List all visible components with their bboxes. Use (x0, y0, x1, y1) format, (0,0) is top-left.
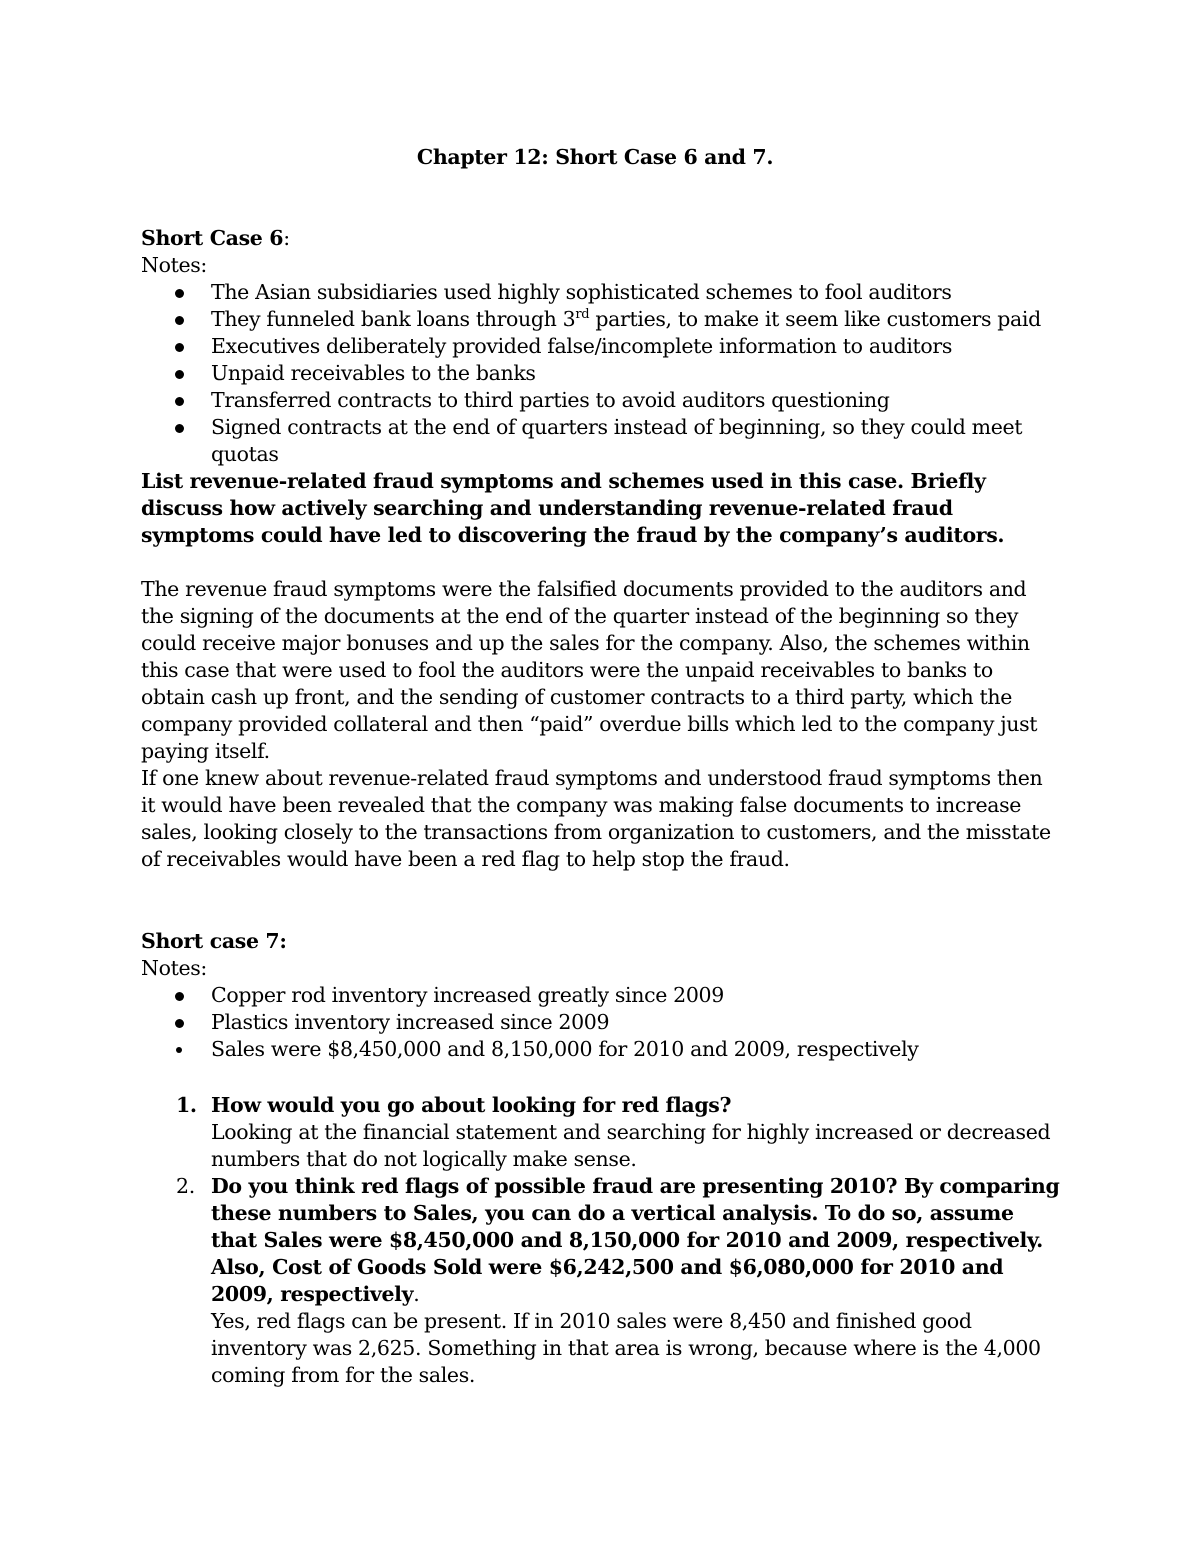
case6-notes-label: Notes: (141, 253, 207, 277)
case6-note-3: Executives deliberately provided false/incomplete information to auditors (211, 334, 953, 358)
list-item (141, 279, 1061, 306)
case6-notes-list (141, 279, 1061, 468)
list-item (141, 1092, 1061, 1173)
list-item (141, 982, 1061, 1009)
bullet-icon (175, 370, 184, 379)
case6-section (141, 225, 1061, 468)
list-item (141, 414, 1061, 468)
question-number: 2. (176, 1174, 195, 1198)
case6-answer-paragraph-2: If one knew about revenue-related fraud symptoms and understood fraud symptoms then it would have been revealed that the company was making false documents to increase sales, looking closely to the transactions from organization to customers, and the misstate of receivables would have been a red flag to help stop the fraud. (141, 766, 1051, 871)
bullet-icon (175, 343, 184, 352)
case7-note-3: Sales were $8,450,000 and 8,150,000 for 2010 and 2009, respectively (211, 1037, 919, 1061)
case7-questions (141, 1092, 1061, 1389)
list-item (141, 1173, 1061, 1389)
case7-answer-1: Looking at the financial statement and searching for highly increased or decreased numbers that do not logically make sense. (211, 1120, 1051, 1171)
case7-question-2: Do you think red flags of possible fraud are presenting 2010? By comparing these numbers to Sales, you can do a vertical analysis. To do so, assume that Sales were $8,450,000 and 8,150,000 for 2010 and 2009, respectively. Also, Cost of Goods Sold were $6,242,500 and $6,080,000 for 2010 and 2009, respectively (211, 1174, 1060, 1306)
case6-heading (141, 225, 1061, 252)
case7-question-2-block (211, 1173, 1061, 1308)
list-item (141, 1036, 1061, 1063)
bullet-icon (175, 1019, 184, 1028)
bullet-icon (175, 316, 184, 325)
case6-heading-text: Short Case 6 (141, 226, 284, 250)
case6-question: List revenue-related fraud symptoms and schemes used in this case. Briefly discuss how actively searching and understanding revenue-related fraud symptoms could have led to discovering the fraud by the company’s auditors. (141, 469, 1005, 547)
case6-answer-paragraph-1: The revenue fraud symptoms were the falsified documents provided to the auditors and the signing of the documents at the end of the quarter instead of the beginning so they could receive major bonuses and up the sales for the company. Also, the schemes within this case that were used to fool the auditors were the unpaid receivables to banks to obtain cash up front, and the sending of customer contracts to a third party, which the company provided collateral and then “paid” overdue bills which led to the company just paying itself. (141, 577, 1038, 763)
case6-note-6: Signed contracts at the end of quarters instead of beginning, so they could meet quotas (211, 415, 1023, 466)
case7-section (141, 928, 1061, 1063)
case7-note-2: Plastics inventory increased since 2009 (211, 1010, 610, 1034)
case6-note-2-superscript: rd (575, 307, 590, 322)
case7-question-1: How would you go about looking for red flags? (211, 1093, 732, 1117)
case7-answer-2: Yes, red flags can be present. If in 2010 sales were 8,450 and finished good inventory was 2,625. Something in that area is wrong, because where is the 4,000 coming from for the sales. (211, 1309, 1041, 1387)
case6-note-2-rest: parties, to make it seem like customers paid (589, 307, 1041, 331)
case6-note-4: Unpaid receivables to the banks (211, 361, 536, 385)
bullet-icon (175, 992, 184, 1001)
case7-notes-list (141, 982, 1061, 1063)
list-item (141, 1009, 1061, 1036)
bullet-icon (175, 289, 184, 298)
case6-heading-colon: : (283, 226, 290, 250)
list-item (141, 306, 1061, 333)
bullet-icon (176, 1047, 182, 1053)
question-number: 1. (176, 1093, 197, 1117)
case7-question-2-period: . (413, 1282, 420, 1306)
bullet-icon (175, 424, 184, 433)
case7-heading: Short case 7: (141, 929, 287, 953)
list-item (141, 333, 1061, 360)
case6-note-1: The Asian subsidiaries used highly sophisticated schemes to fool auditors (211, 280, 952, 304)
case7-note-1: Copper rod inventory increased greatly since 2009 (211, 983, 724, 1007)
case7-notes-label: Notes: (141, 956, 207, 980)
case6-note-2: They funneled bank loans through 3 (211, 307, 576, 331)
list-item (141, 360, 1061, 387)
case6-note-5: Transferred contracts to third parties to avoid auditors questioning (211, 388, 890, 412)
bullet-icon (175, 397, 184, 406)
document-title: Chapter 12: Short Case 6 and 7. (416, 145, 774, 169)
list-item (141, 387, 1061, 414)
